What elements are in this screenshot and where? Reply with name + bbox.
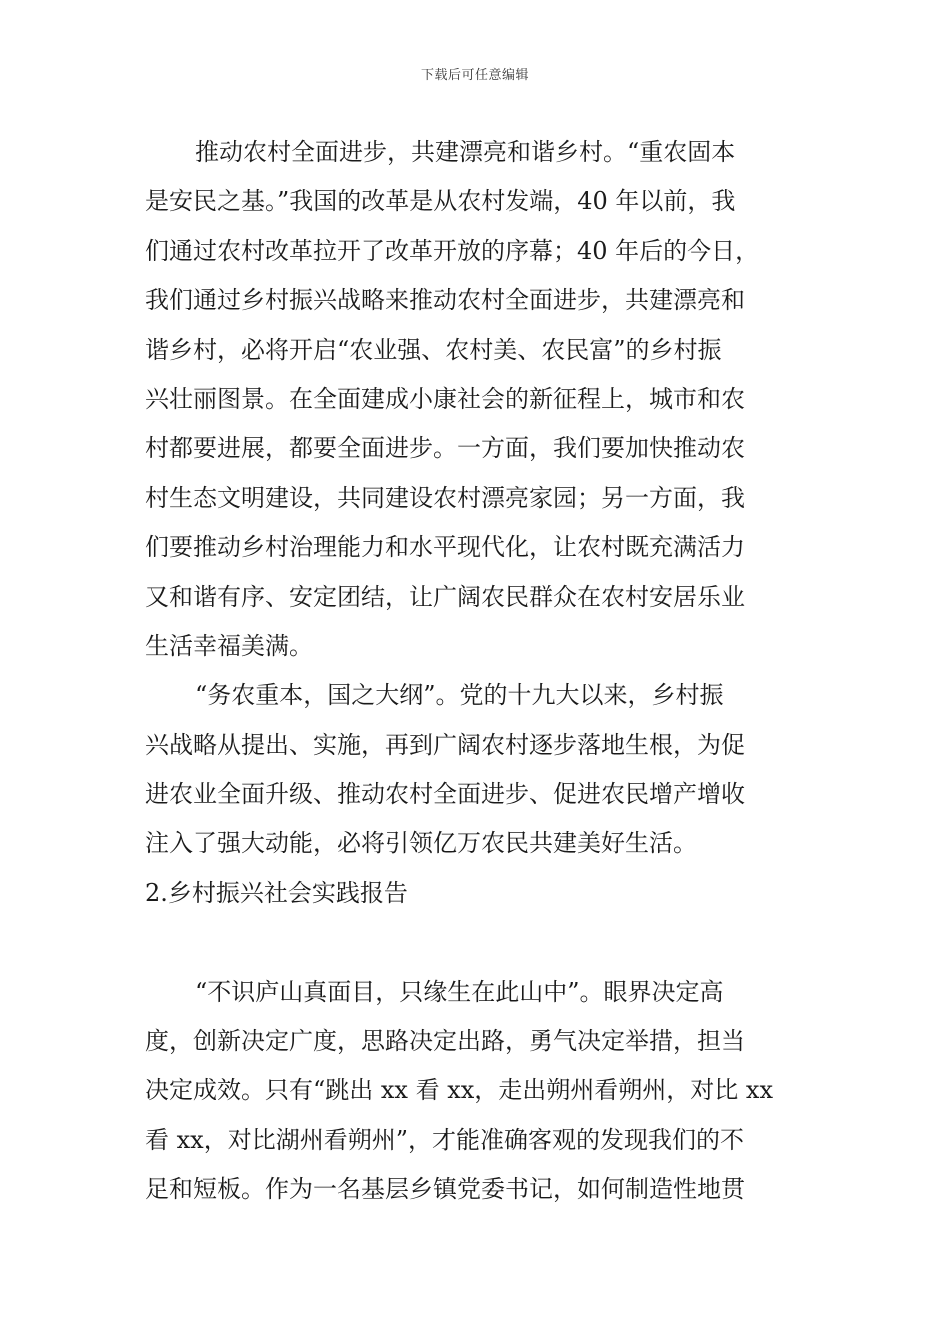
paragraph-2 xyxy=(145,671,810,869)
paragraph-line: “务农重本，国之大纲”。党的十九大以来，乡村振 xyxy=(195,681,724,710)
document-body xyxy=(145,128,810,1215)
paragraph-line: 村生态文明建设，共同建设农村漂亮家园；另一方面，我 xyxy=(145,483,745,512)
paragraph-line: 兴壮丽图景。在全面建成小康社会的新征程上，城市和农 xyxy=(145,384,745,413)
paragraph-line: “不识庐山真面目，只缘生在此山中”。眼界决定高 xyxy=(195,977,724,1006)
paragraph-line: 足和短板。作为一名基层乡镇党委书记，如何制造性地贯 xyxy=(145,1175,745,1204)
paragraph-line: 村都要进展，都要全面进步。一方面，我们要加快推动农 xyxy=(145,434,745,463)
paragraph-line: 看 xx，对比湖州看朔州”，才能准确客观的发现我们的不 xyxy=(145,1125,744,1154)
paragraph-line: 进农业全面升级、推动农村全面进步、促进农民增产增收 xyxy=(145,780,745,809)
blank-line xyxy=(145,918,810,967)
paragraph-line: 度，创新决定广度，思路决定出路，勇气决定举措，担当 xyxy=(145,1027,745,1056)
paragraph-line: 生活幸福美满。 xyxy=(145,631,313,660)
paragraph-line: 又和谐有序、安定团结，让广阔农民群众在农村安居乐业 xyxy=(145,582,745,611)
paragraph-line: 兴战略从提出、实施，再到广阔农村逐步落地生根，为促 xyxy=(145,730,745,759)
paragraph-line: 注入了强大动能，必将引领亿万农民共建美好生活。 xyxy=(145,829,697,858)
section-heading: 2.乡村振兴社会实践报告 xyxy=(145,878,408,907)
paragraph-3 xyxy=(145,968,810,1215)
paragraph-line: 们要推动乡村治理能力和水平现代化，让农村既充满活力 xyxy=(145,533,745,562)
paragraph-line: 决定成效。只有“跳出 xx 看 xx，走出朔州看朔州，对比 xx xyxy=(145,1076,773,1105)
paragraph-1 xyxy=(145,128,810,671)
header-note: 下载后可任意编辑 xyxy=(420,68,529,83)
paragraph-line: 们通过农村改革拉开了改革开放的序幕；40 年后的今日， xyxy=(145,236,760,265)
paragraph-line: 推动农村全面进步，共建漂亮和谐乡村。“重农固本 xyxy=(195,138,736,166)
paragraph-line: 我们通过乡村振兴战略来推动农村全面进步，共建漂亮和 xyxy=(145,286,745,315)
paragraph-line: 是安民之基。”我国的改革是从农村发端，40 年以前，我 xyxy=(145,187,736,216)
paragraph-line: 谐乡村，必将开启“农业强、农村美、农民富”的乡村振 xyxy=(145,335,722,364)
